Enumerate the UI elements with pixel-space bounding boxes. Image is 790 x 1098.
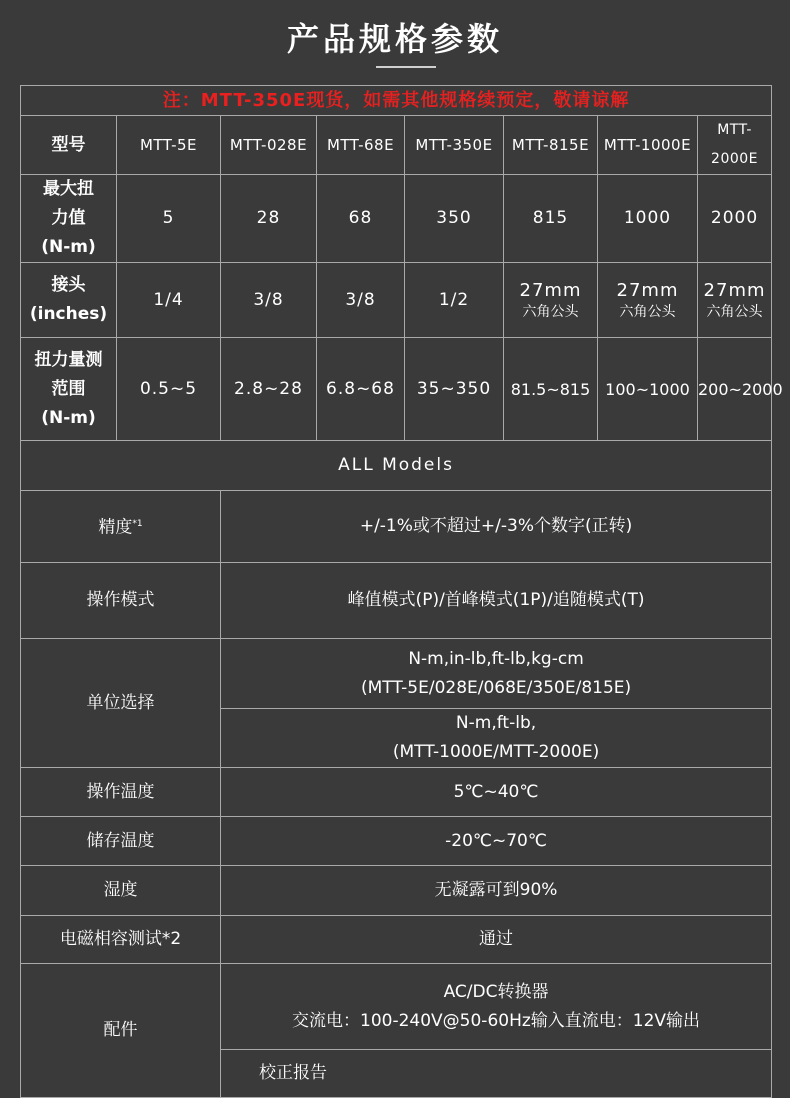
max-torque-cell: 815	[504, 175, 598, 263]
model-cell: MTT-1000E	[598, 116, 698, 175]
model-cell: MTT-815E	[504, 116, 598, 175]
accessory-value-2: 校正报告	[221, 1050, 772, 1098]
drive-cell: 27mm 六角公头	[598, 263, 698, 338]
accuracy-label: 精度$^{*1}$	[21, 491, 221, 563]
max-torque-cell: 2000	[698, 175, 772, 263]
page-title: 产品规格参数	[286, 20, 503, 58]
emc-label: 电磁相容测试*2	[21, 916, 221, 964]
max-torque-cell: 68	[317, 175, 405, 263]
range-cell: 100~1000	[598, 338, 698, 441]
stock-note: 注：MTT-350E现货，如需其他规格续预定，敬请谅解	[21, 86, 772, 116]
model-cell: MTT-2000E	[698, 116, 772, 175]
model-cell: MTT-028E	[221, 116, 317, 175]
mode-label: 操作模式	[21, 563, 221, 639]
range-cell: 81.5~815	[504, 338, 598, 441]
spec-table	[20, 85, 783, 1098]
accessory-value-1: AC/DC转换器 交流电：100-240V@50-60Hz输入直流电：12V输出	[221, 964, 772, 1050]
drive-cell: 1/2	[405, 263, 504, 338]
range-cell: 2.8~28	[221, 338, 317, 441]
unit-value-2: N-m,ft-lb, (MTT-1000E/MTT-2000E)	[221, 709, 772, 768]
humidity-value: 无凝露可到90%	[221, 866, 772, 916]
max-torque-cell: 350	[405, 175, 504, 263]
model-cell: MTT-68E	[317, 116, 405, 175]
max-torque-label: 最大扭 力值 (N-m)	[21, 175, 117, 263]
mode-value: 峰值模式(P)/首峰模式(1P)/追随模式(T)	[221, 563, 772, 639]
drive-label: 接头 (inches)	[21, 263, 117, 338]
max-torque-cell: 5	[117, 175, 221, 263]
unit-value-1: N-m,in-lb,ft-lb,kg-cm (MTT-5E/028E/068E/350E/815E)	[221, 639, 772, 709]
store-temp-label: 储存温度	[21, 817, 221, 866]
all-models-header: ALL Models	[21, 441, 772, 491]
op-temp-value: 5℃~40℃	[221, 768, 772, 817]
unit-label: 单位选择	[21, 639, 221, 768]
accessory-label: 配件	[21, 964, 221, 1098]
op-temp-label: 操作温度	[21, 768, 221, 817]
drive-cell: 27mm 六角公头	[698, 263, 772, 338]
accuracy-value: +/-1%或不超过+/-3%个数字(正转)	[221, 491, 772, 563]
max-torque-cell: 28	[221, 175, 317, 263]
range-cell: 35~350	[405, 338, 504, 441]
drive-cell: 1/4	[117, 263, 221, 338]
range-cell: 6.8~68	[317, 338, 405, 441]
title-underline	[376, 66, 436, 68]
range-cell: 200~2000	[698, 338, 772, 441]
max-torque-cell: 1000	[598, 175, 698, 263]
drive-cell: 3/8	[317, 263, 405, 338]
model-cell: MTT-350E	[405, 116, 504, 175]
model-label: 型号	[21, 116, 117, 175]
range-cell: 0.5~5	[117, 338, 221, 441]
drive-cell: 27mm 六角公头	[504, 263, 598, 338]
emc-value: 通过	[221, 916, 772, 964]
model-cell: MTT-5E	[117, 116, 221, 175]
humidity-label: 湿度	[21, 866, 221, 916]
store-temp-value: -20℃~70℃	[221, 817, 772, 866]
range-label: 扭力量测 范围 (N-m)	[21, 338, 117, 441]
drive-cell: 3/8	[221, 263, 317, 338]
